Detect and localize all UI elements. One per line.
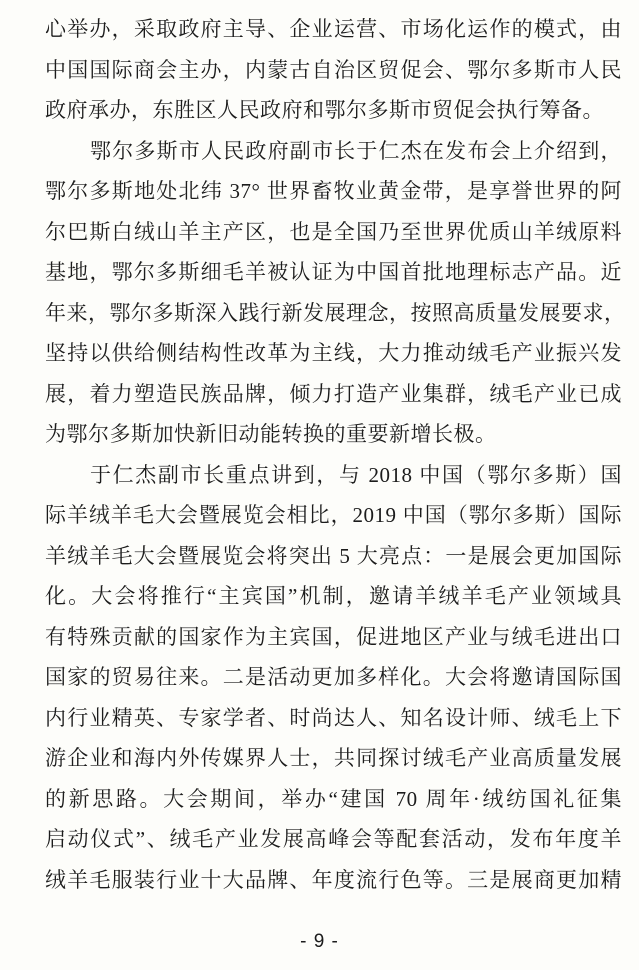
text-line: 年来，鄂尔多斯深入践行新发展理念，按照高质量发展要求， <box>45 300 626 325</box>
text-line: 国家的贸易往来。二是活动更加多样化。大会将邀请国际国 <box>45 665 622 689</box>
text-line: 有特殊贡献的国家作为主宾国，促进地区产业与绒毛进出口 <box>45 624 622 649</box>
text-line: 展，着力塑造民族品牌，倾力打造产业集群，绒毛产业已成 <box>45 381 622 406</box>
text-line: 坚持以供给侧结构性改革为主线，大力推动绒毛产业振兴发 <box>45 341 622 365</box>
text-line: 为鄂尔多斯加快新旧动能转换的重要新增长极。 <box>45 422 497 446</box>
text-line: 游企业和海内外传媒界人士，共同探讨绒毛产业高质量发展 <box>45 746 622 770</box>
text-line: 鄂尔多斯地处北纬 37° 世界畜牧业黄金带，是享誉世界的阿 <box>45 179 622 203</box>
text-line: 羊绒羊毛大会暨展览会将突出 5 大亮点：一是展会更加国际 <box>45 543 622 568</box>
text-line: 于仁杰副市长重点讲到，与 2018 中国（鄂尔多斯）国 <box>90 462 622 487</box>
document-body <box>45 9 626 900</box>
text-line: 际羊绒羊毛大会暨展览会相比，2019 中国（鄂尔多斯）国际 <box>45 503 622 527</box>
text-line: 的新思路。大会期间，举办“建国 70 周年·绒纺国礼征集 <box>45 786 622 811</box>
page-number: - 9 - <box>300 931 339 952</box>
text-line: 鄂尔多斯市人民政府副市长于仁杰在发布会上介绍到， <box>90 138 622 163</box>
text-line: 启动仪式”、绒毛产业发展高峰会等配套活动，发布年度羊 <box>45 827 622 851</box>
text-line: 心举办，采取政府主导、企业运营、市场化运作的模式，由 <box>45 17 622 41</box>
text-line: 尔巴斯白绒山羊主产区，也是全国乃至世界优质山羊绒原料 <box>45 219 622 244</box>
text-line: 化。大会将推行“主宾国”机制，邀请羊绒羊毛产业领域具 <box>45 584 622 608</box>
text-line: 内行业精英、专家学者、时尚达人、知名设计师、绒毛上下 <box>45 705 622 730</box>
text-line: 中国国际商会主办，内蒙古自治区贸促会、鄂尔多斯市人民 <box>45 57 622 82</box>
text-line: 政府承办，东胜区人民政府和鄂尔多斯市贸促会执行筹备。 <box>45 98 604 122</box>
text-line: 绒羊毛服装行业十大品牌、年度流行色等。三是展商更加精 <box>45 867 622 892</box>
text-line: 基地，鄂尔多斯细毛羊被认证为中国首批地理标志产品。近 <box>45 260 622 284</box>
